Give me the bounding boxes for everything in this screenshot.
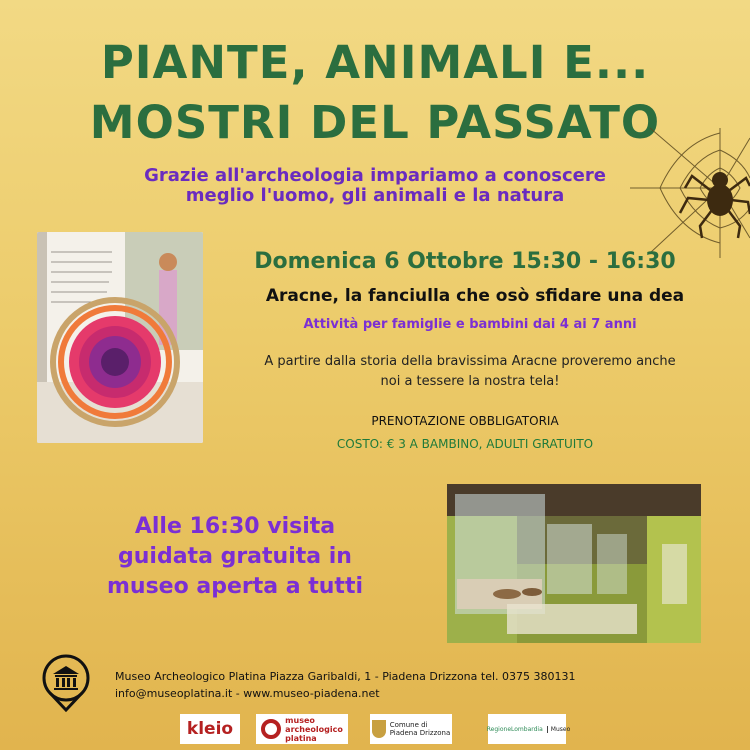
kleio-logo (180, 714, 240, 744)
platina-line-1: museo (285, 715, 315, 725)
museo-platina-logo (256, 714, 348, 744)
cost-notice: COSTO: € 3 A BAMBINO, ADULTI GRATUITO (336, 437, 594, 451)
guided-visit-text (60, 512, 410, 602)
footer-address (115, 668, 735, 702)
crest-icon (372, 720, 386, 738)
weaving-photo (37, 232, 203, 443)
museum-pin-icon (36, 652, 96, 712)
subtitle-line-2: meglio l'uomo, gli animali e la natura (185, 185, 565, 206)
visit-line-3: museo aperta a tutti (106, 574, 364, 599)
regione-lombardia-logo (486, 714, 571, 744)
subtitle-line-1: Grazie all'archeologia impariamo a conoscere (144, 165, 606, 186)
subtitle (110, 166, 640, 206)
visit-line-2: guidata gratuita in (118, 544, 352, 569)
description-line-2: noi a tessere la nostra tela! (380, 374, 560, 389)
page-title-line-1: PIANTE, ANIMALI E... (100, 36, 650, 89)
platina-line-2: archeologico (285, 724, 343, 734)
platina-ring-icon (261, 719, 281, 739)
lombardia-text: RegioneLombardia (486, 725, 543, 733)
description-line-1: A partire dalla storia della bravissima Aracne proveremo anche (264, 354, 676, 369)
comune-logo (370, 714, 452, 744)
kleio-logo-text: kleio (186, 719, 234, 739)
museum-photo (447, 484, 701, 643)
comune-line-2: Piadena Drizzona (389, 729, 451, 737)
address-line-2: info@museoplatina.it - www.museo-piadena.net (115, 687, 380, 700)
visit-line-1: Alle 16:30 visita (134, 514, 336, 539)
page-title-line-2: MOSTRI DEL PASSATO (89, 96, 661, 149)
address-line-1: Museo Archeologico Platina Piazza Garibaldi, 1 - Piadena Drizzona tel. 0375 380131 (115, 670, 576, 683)
spider-web-icon (630, 118, 750, 258)
booking-notice: PRENOTAZIONE OBBLIGATORIA (371, 414, 559, 428)
activity-audience: Attività per famiglie e bambini dai 4 ai 7 anni (303, 317, 637, 332)
event-date: Domenica 6 Ottobre 15:30 - 16:30 (254, 249, 676, 274)
sponsor-logos (0, 714, 750, 744)
museo-text: Museo (547, 726, 570, 733)
activity-title: Aracne, la fanciulla che osò sfidare una dea (265, 286, 685, 306)
activity-description (240, 352, 700, 392)
platina-line-3: platina (285, 733, 317, 743)
comune-line-1: Comune di (389, 721, 428, 729)
